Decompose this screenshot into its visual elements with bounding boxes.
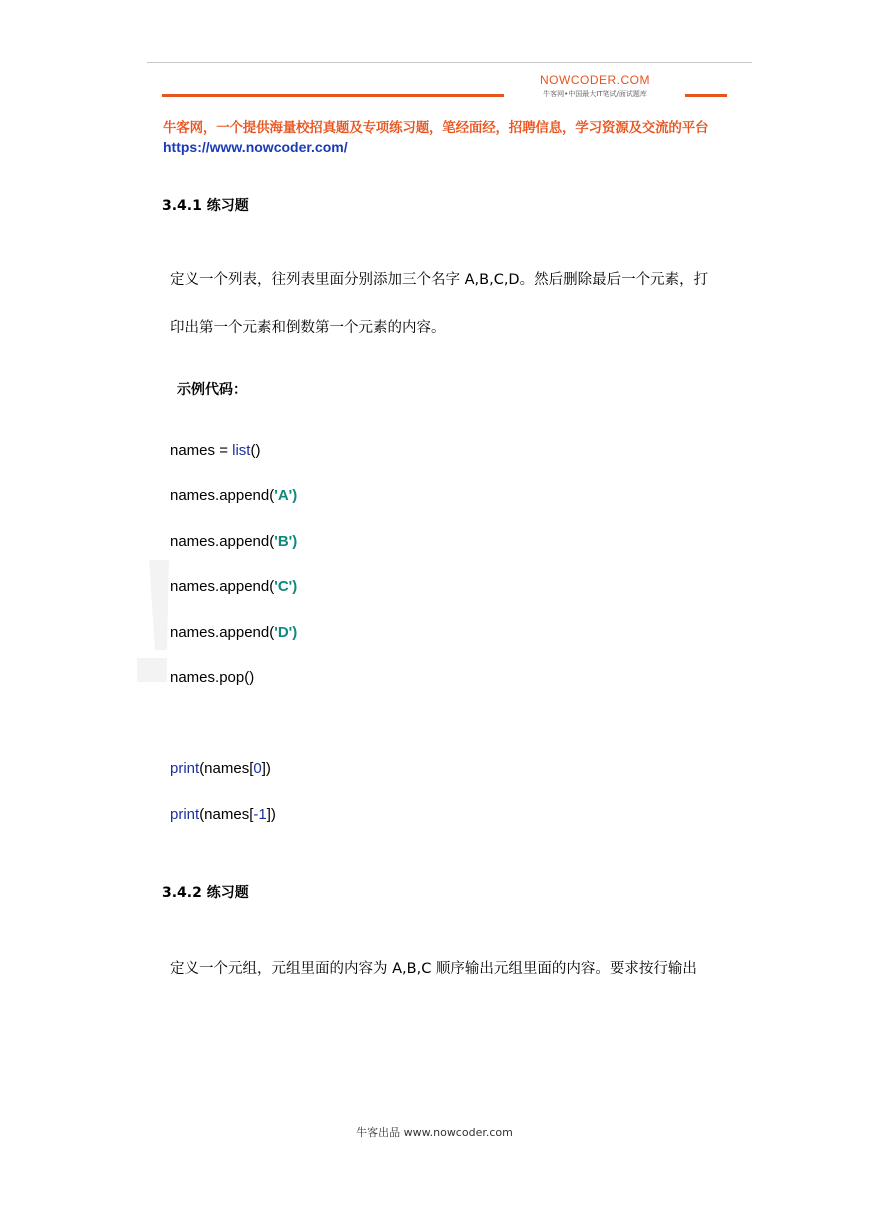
code-line-list: names = list() bbox=[170, 442, 261, 459]
code-keyword-list: list bbox=[232, 442, 251, 459]
code-string-b: B bbox=[277, 533, 289, 550]
example-code-label: 示例代码： bbox=[177, 382, 247, 398]
logo-subtitle: 牛客网•中国最大IT笔试/面试题库 bbox=[543, 90, 647, 98]
code-string-a: A bbox=[277, 487, 289, 504]
section-heading-3-4-2: 3.4.2 练习题 bbox=[162, 885, 249, 901]
header-bar-left bbox=[162, 94, 504, 97]
exercise-2-text-line-1: 定义一个元组，元组里面的内容为 A,B,C 顺序输出元组里面的内容。要求按行输出 bbox=[170, 961, 697, 977]
section-heading-3-4-1: 3.4.1 练习题 bbox=[162, 198, 249, 214]
code-keyword-print: print bbox=[170, 760, 200, 777]
code-string-c: C bbox=[277, 578, 289, 595]
exercise-text-line-1: 定义一个列表，往列表里面分别添加三个名字 A,B,C,D。然后删除最后一个元素，打 bbox=[170, 272, 709, 288]
header-bar-right bbox=[685, 94, 727, 97]
code-line-print-last: print(names[-1]) bbox=[170, 806, 276, 823]
code-line-append-a: names.append('A') bbox=[170, 487, 298, 504]
code-line-pop: names.pop() bbox=[170, 669, 255, 686]
code-string-d: D bbox=[277, 624, 289, 641]
logo-title: NOWCODER.COM bbox=[540, 73, 650, 87]
code-line-append-c: names.append('C') bbox=[170, 578, 298, 595]
watermark-exclamation-icon bbox=[137, 560, 169, 684]
top-rule bbox=[147, 62, 752, 63]
header-tagline: 牛客网，一个提供海量校招真题及专项练习题，笔经面经，招聘信息，学习资源及交流的平台 bbox=[163, 120, 709, 136]
page-footer: 牛客出品 www.nowcoder.com bbox=[356, 1126, 513, 1139]
code-line-append-d: names.append('D') bbox=[170, 624, 298, 641]
header-url-link[interactable]: https://www.nowcoder.com/ bbox=[163, 139, 348, 155]
code-line-append-b: names.append('B') bbox=[170, 533, 298, 550]
code-line-print-first: print(names[0]) bbox=[170, 760, 271, 777]
exercise-text-line-2: 印出第一个元素和倒数第一个元素的内容。 bbox=[170, 320, 446, 336]
nowcoder-logo bbox=[532, 73, 658, 99]
code-keyword-print: print bbox=[170, 806, 200, 823]
